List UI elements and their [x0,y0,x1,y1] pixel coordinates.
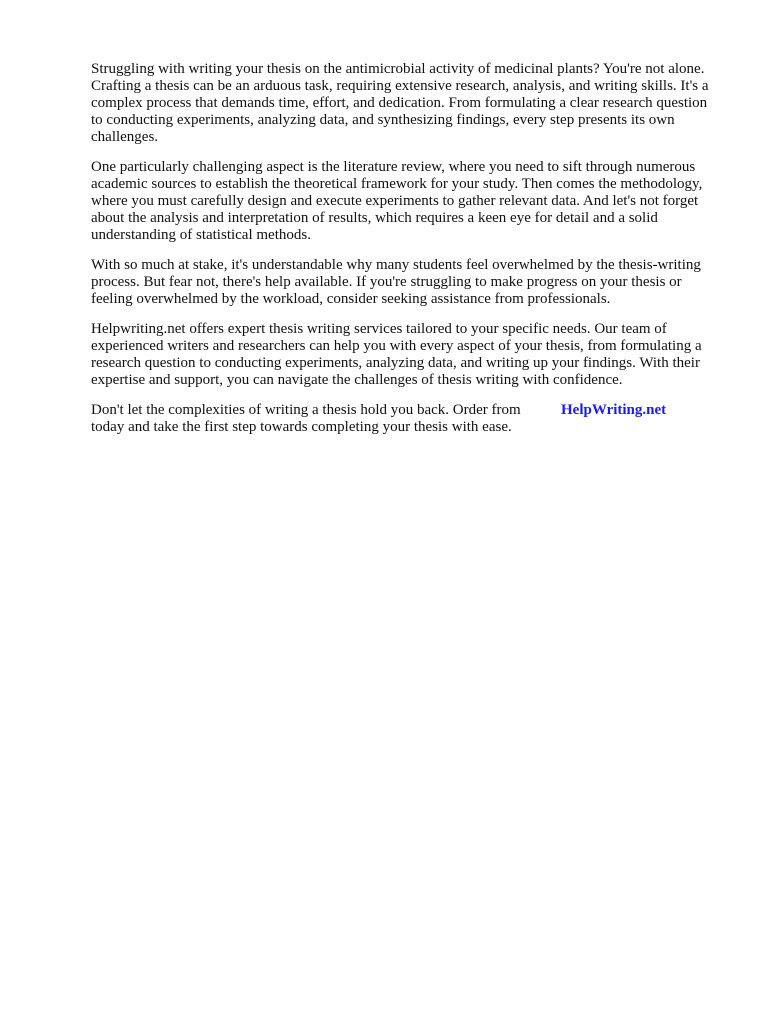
document-body [91,61,721,449]
paragraph-intro: Struggling with writing your thesis on the antimicrobial activity of medicinal plants? You're not alone. Crafting a thesis can be an arduous task, requiring extensive research, analysis, and writing skills. It's a complex process that demands time, effort, and dedication. From formulating a clear research question to conducting experiments, analyzing data, and synthesizing findings, every step presents its own challenges. [91,61,709,145]
closing-line-2: today and take the first step towards completing your thesis with ease. [91,419,512,435]
helpwriting-link[interactable]: HelpWriting.net [561,402,667,418]
paragraph-closing [91,402,721,436]
paragraph-helpwriting: Helpwriting.net offers expert thesis writing services tailored to your specific needs. Our team of experienced writers and researchers can help you with every aspect of your thesis, from formulating a research question to conducting experiments, analyzing data, and writing up your findings. With their expertise and support, you can navigate the challenges of thesis writing with confidence. [91,321,702,388]
paragraph-literature-review: One particularly challenging aspect is the literature review, where you need to sift through numerous academic sources to establish the theoretical framework for your study. Then comes the methodology, where you must carefully design and execute experiments to gather relevant data. And let's not forget about the analysis and interpretation of results, which requires a keen eye for detail and a solid understanding of statistical methods. [91,159,703,243]
paragraph-overwhelmed: With so much at stake, it's understandable why many students feel overwhelmed by the thesis-writing process. But fear not, there's help available. If you're struggling to make progress on your thesis or feeling overwhelmed by the workload, consider seeking assistance from professionals. [91,257,701,307]
closing-line-1: Don't let the complexities of writing a thesis hold you back. Order from [91,402,521,418]
